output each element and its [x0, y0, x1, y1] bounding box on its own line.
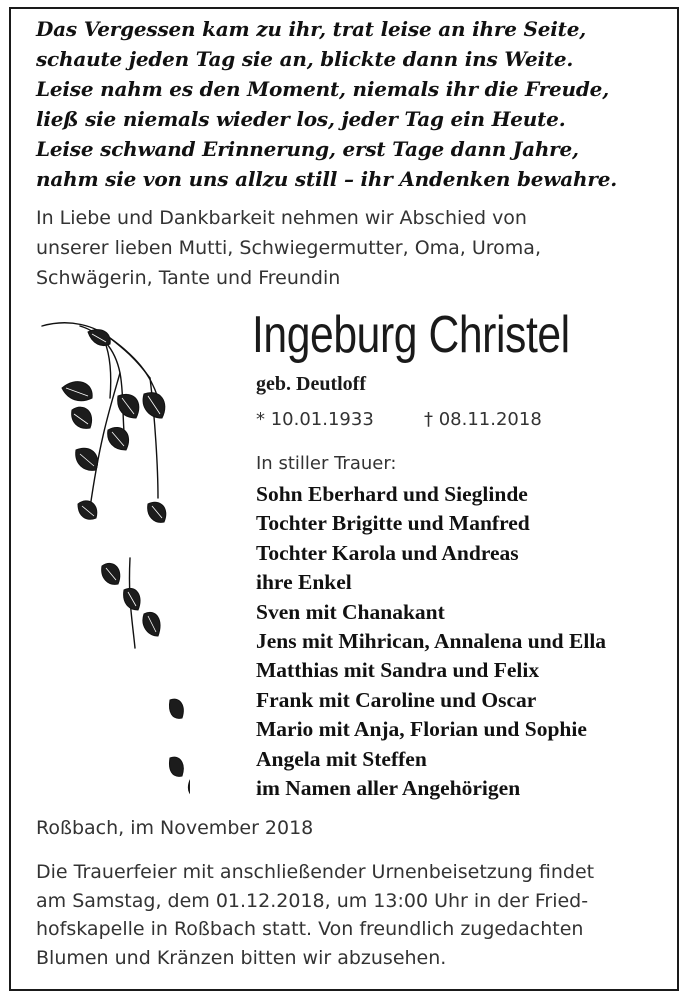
poem-line: nahm sie von uns allzu still – ihr Andenken bewahre. [36, 167, 617, 191]
mourners-list [256, 480, 606, 803]
intro-line: Schwägerin, Tante und Freundin [36, 267, 341, 289]
ceremony-line: hofskapelle in Roßbach statt. Von freundlich zugedachten [36, 918, 584, 940]
poem-line: ließ sie niemals wieder los, jeder Tag ein Heute. [36, 107, 566, 131]
list-item: Tochter Brigitte und Manfred [256, 511, 530, 536]
ceremony-line: Blumen und Kränzen bitten wir abzusehen. [36, 946, 447, 969]
list-item: Frank mit Caroline und Oscar [256, 687, 537, 712]
farewell-intro [36, 203, 676, 293]
ceremony-notice [36, 858, 676, 972]
intro-line: In Liebe und Dankbarkeit nehmen wir Abschied von [36, 207, 527, 229]
list-item: Sven mit Chanakant [256, 599, 445, 624]
ceremony-line: Die Trauerfeier mit anschließender Urnenbeisetzung findet [36, 861, 595, 883]
poem-line: schaute jeden Tag sie an, blickte dann ins Weite. [36, 47, 574, 71]
mourning-label: In stiller Trauer: [256, 453, 397, 474]
poem-line: Leise schwand Erinnerung, erst Tage dann Jahre, [36, 137, 579, 161]
deceased-name: Ingeburg Christel [252, 306, 570, 364]
death-date: † 08.11.2018 [424, 409, 542, 430]
poem-line: Das Vergessen kam zu ihr, trat leise an ihre Seite, [36, 17, 586, 41]
memorial-poem [36, 14, 676, 194]
poem-line: Leise nahm es den Moment, niemals ihr die Freude, [36, 77, 609, 101]
life-dates [256, 409, 656, 430]
list-item: Matthias mit Sandra und Felix [256, 658, 540, 683]
list-item: ihre Enkel [256, 570, 352, 595]
list-item: Angela mit Steffen [256, 746, 427, 771]
list-item: Jens mit Mihrican, Annalena und Ella [256, 629, 607, 654]
list-item: Tochter Karola und Andreas [256, 540, 519, 565]
birch-branch-icon [40, 318, 190, 808]
birth-date: * 10.01.1933 [256, 409, 374, 430]
place-date: Roßbach, im November 2018 [36, 817, 314, 839]
list-item: Sohn Eberhard und Sieglinde [256, 482, 528, 506]
birth-name: geb. Deutloff [256, 373, 366, 395]
intro-line: unserer lieben Mutti, Schwiegermutter, Oma, Uroma, [36, 237, 541, 259]
list-item: im Namen aller Angehörigen [256, 776, 521, 801]
ceremony-line: am Samstag, dem 01.12.2018, um 13:00 Uhr in der Fried- [36, 889, 589, 912]
list-item: Mario mit Anja, Florian und Sophie [256, 717, 587, 742]
